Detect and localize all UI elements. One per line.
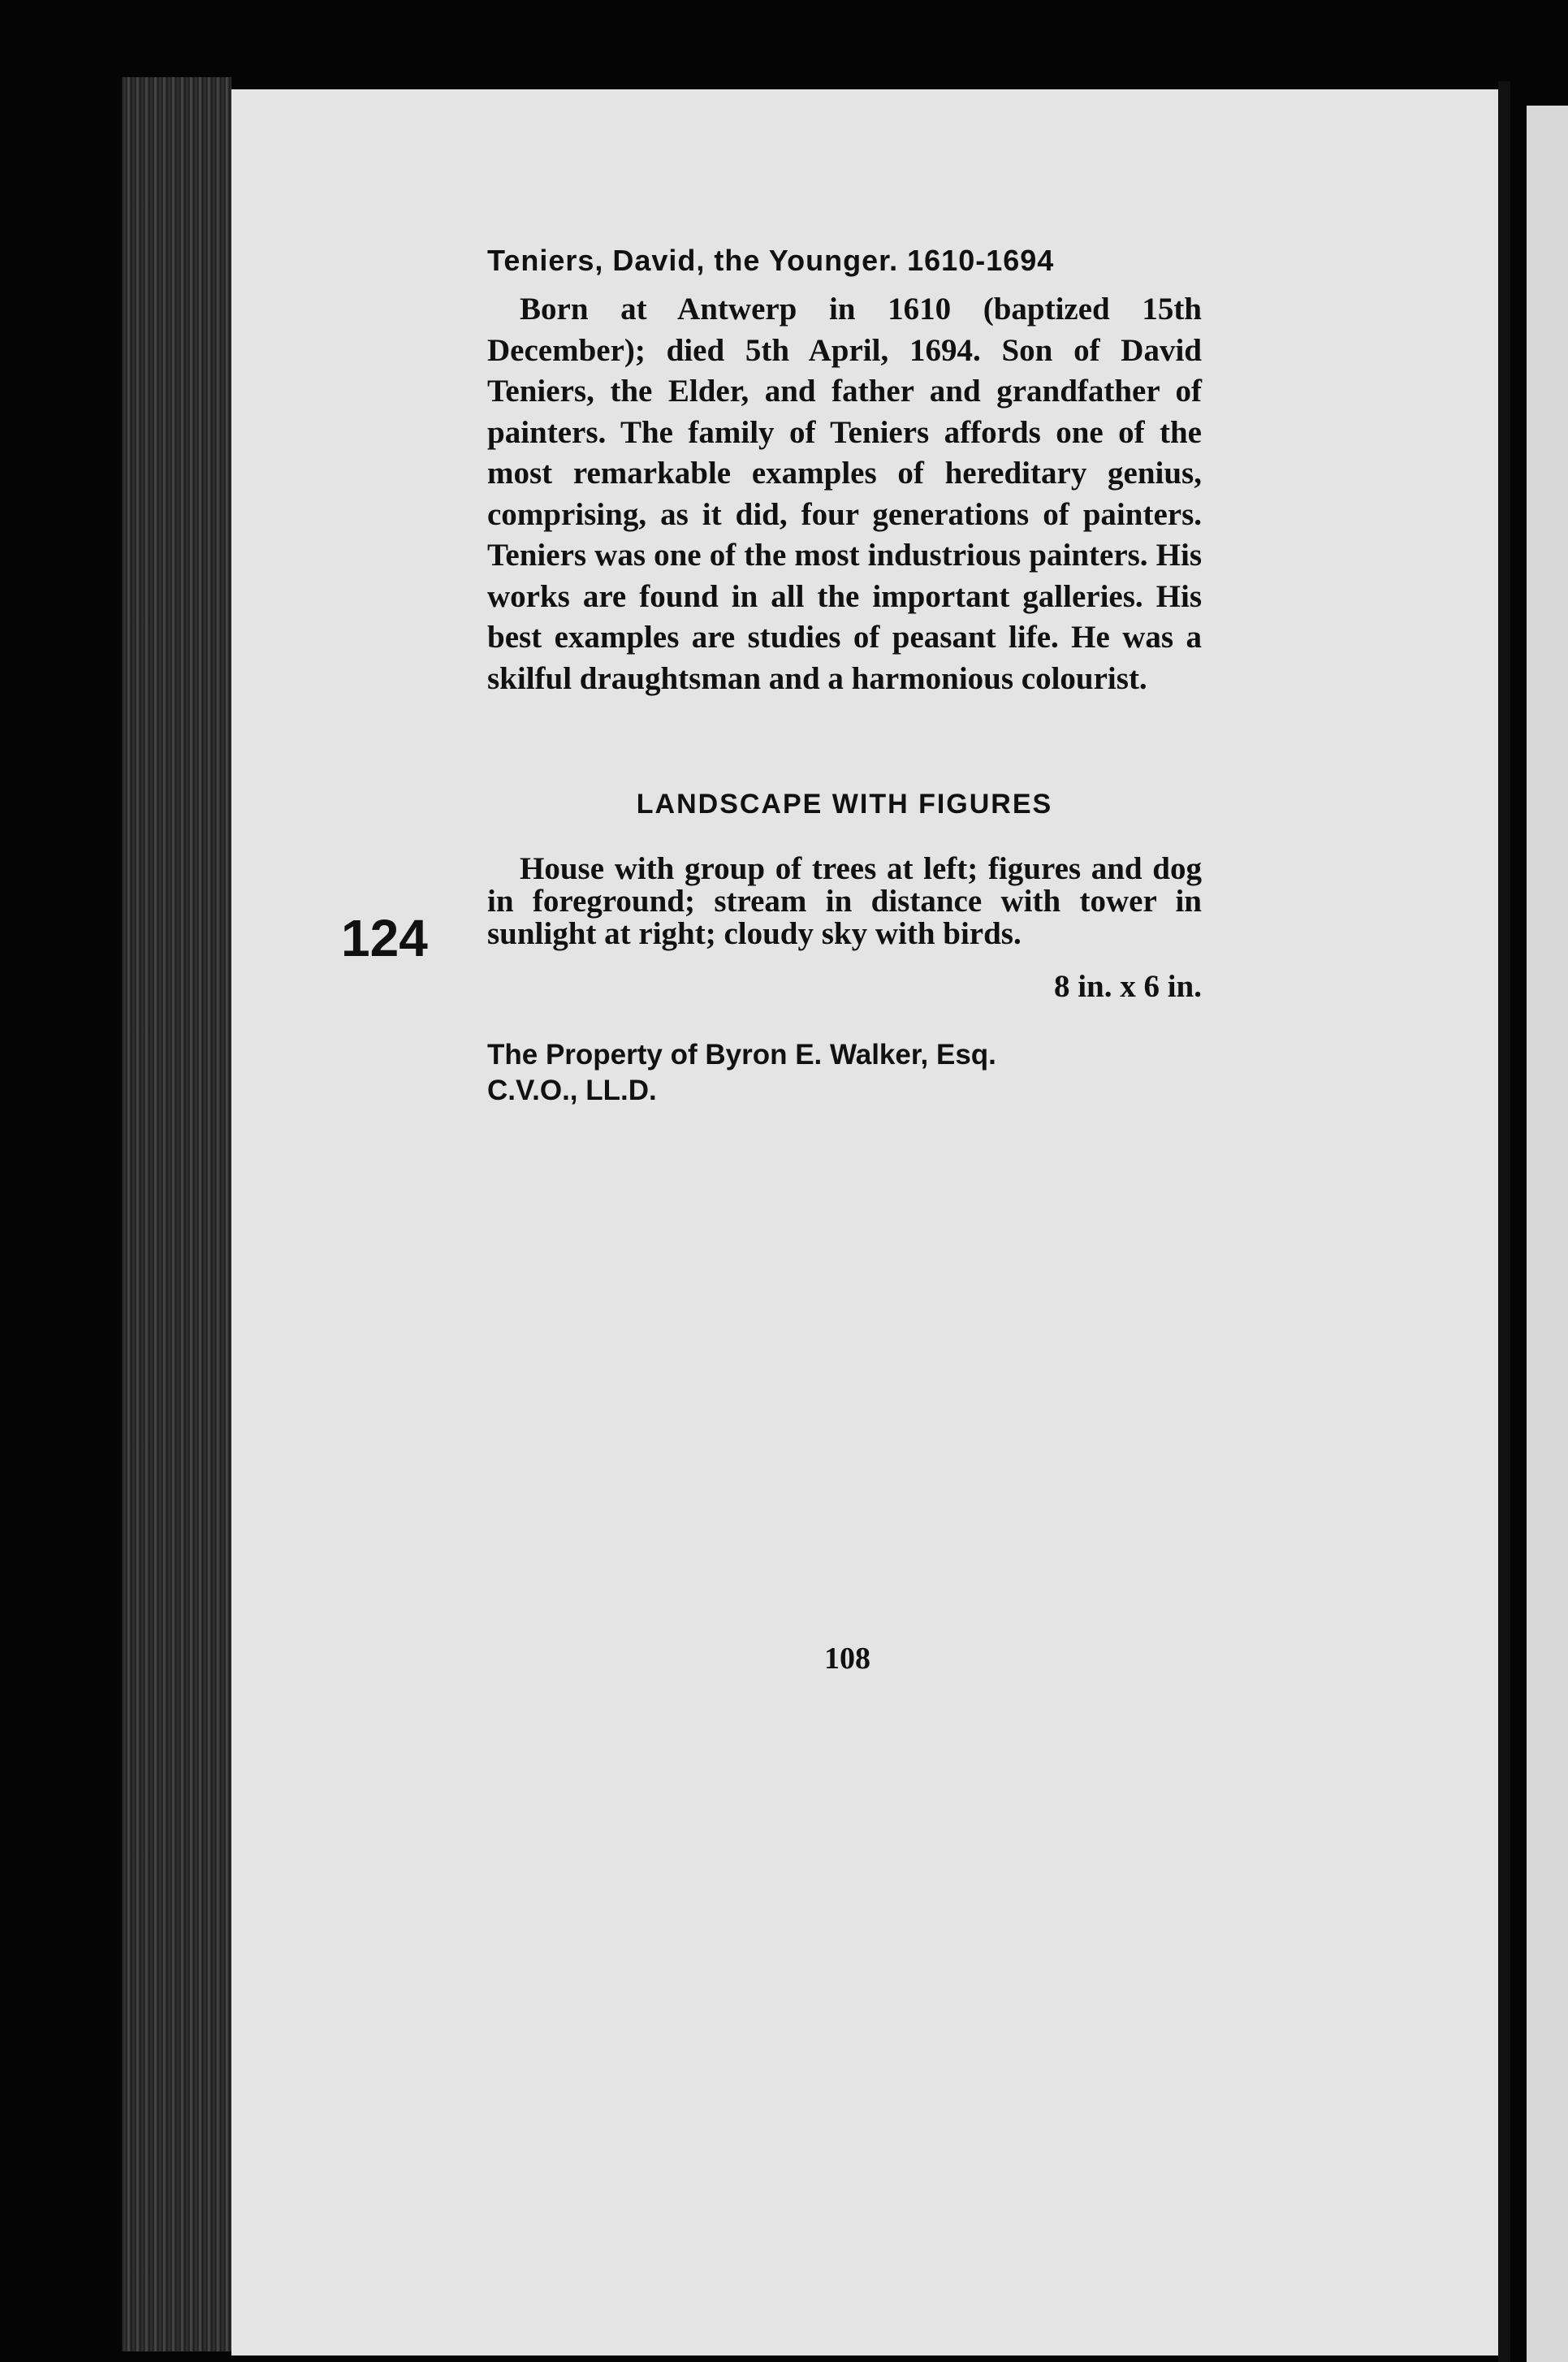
catalogue-entry <box>487 244 1202 1109</box>
book-spine-edge <box>122 77 231 2351</box>
property-line: The Property of Byron E. Walker, Esq. <box>487 1039 996 1071</box>
next-page-edge <box>1527 106 1568 2362</box>
artist-heading: Teniers, David, the Younger. 1610-1694 <box>487 244 1055 277</box>
page-number: 108 <box>824 1642 870 1676</box>
artist-biography: Born at Antwerp in 1610 (baptized 15th December); died 5th April, 1694. Son of David Teniers, the Elder, and father and grandfather of painters. The family of Teniers affords one of the most remarkable examples of hereditary genius, comprising, as it did, four generations of painters. Teniers was one of the most industrious painters. His works are found in all the important galleries. His best examples are studies of peasant life. He was a skilful draughtsman and a harmonious colourist. <box>487 292 1202 696</box>
page-gutter-shadow <box>1498 81 1510 2362</box>
painting-description: House with group of trees at left; figures and dog in foreground; stream in distance with tower in sunlight at right; cloudy sky with birds. <box>487 851 1202 951</box>
property-credentials: C.V.O., LL.D. <box>487 1075 657 1106</box>
painting-dimensions: 8 in. x 6 in. <box>1053 969 1202 1004</box>
lot-number: 124 <box>341 909 428 967</box>
painting-title: LANDSCAPE WITH FIGURES <box>636 789 1053 820</box>
